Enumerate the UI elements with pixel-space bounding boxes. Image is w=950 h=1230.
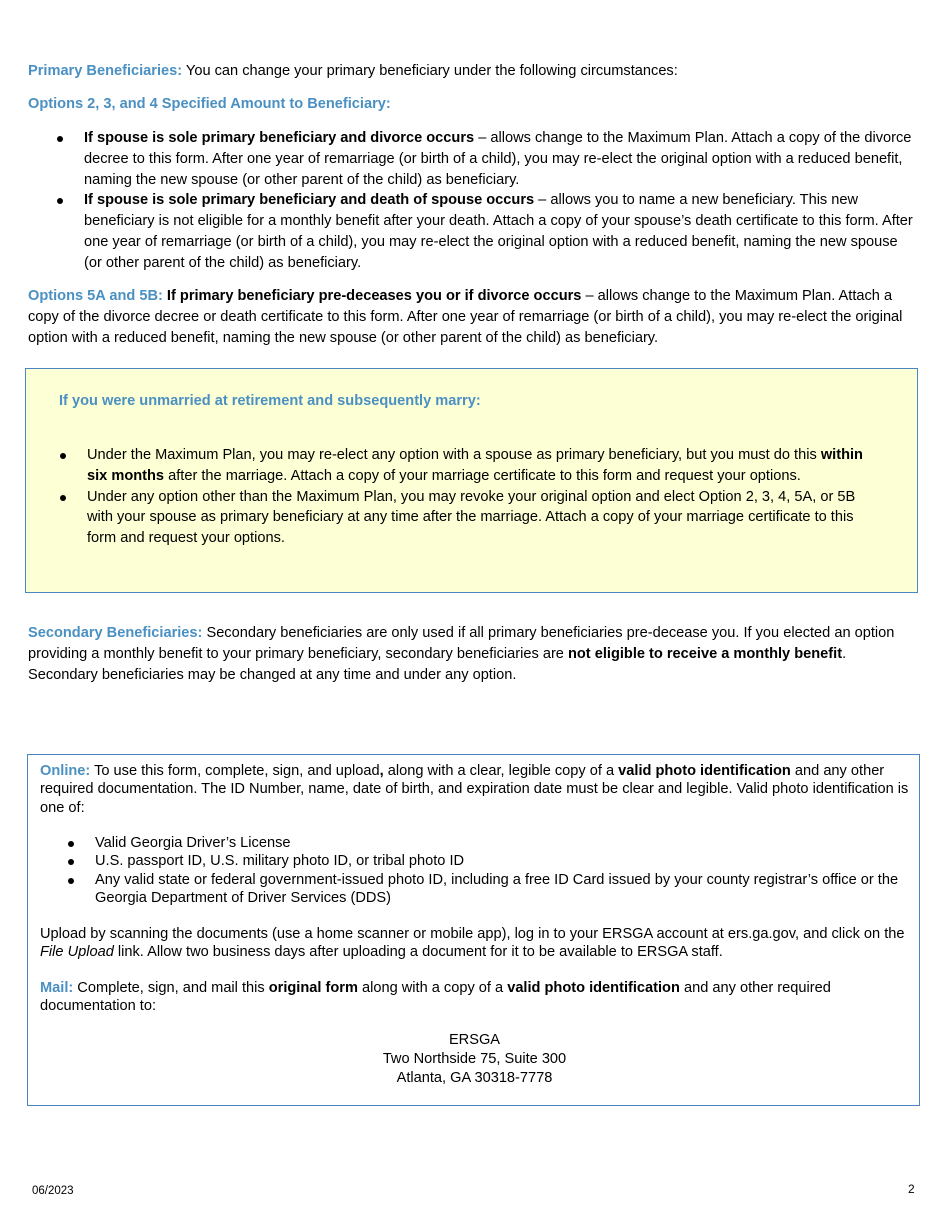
submission-instructions-box <box>27 754 920 1106</box>
list-item: Valid Georgia Driver’s License <box>95 834 910 852</box>
address-line: Two Northside 75, Suite 300 <box>382 1051 567 1067</box>
online-label: Online: <box>40 763 91 779</box>
list-item: If spouse is sole primary beneficiary and death of spouse occurs – allows you to name a new beneficiary. This new beneficiary is not eligible for a monthly benefit after your death. Attach a copy of your spouse’s death certificate to this form. After one year of remarriage (or birth of a child), you may re-elect the original option with a reduced benefit, naming the new spouse (or other parent of the child) as beneficiary. <box>84 190 918 273</box>
footer-date: 06/2023 <box>32 1185 74 1197</box>
list-item: Under the Maximum Plan, you may re-elect any option with a spouse as primary beneficiary, but you must do this within six months after the marriage. Attach a copy of your marriage certificate to this form and request your options. <box>87 445 877 487</box>
subsequent-marriage-box <box>25 368 918 593</box>
secondary-beneficiaries-paragraph: Secondary Beneficiaries: Secondary beneficiaries are only used if all primary beneficiaries pre-decease you. If you elected an option providing a monthly benefit to your primary beneficiary, secondary beneficiaries are not eligible to receive a monthly benefit. Secondary beneficiaries may be changed at any time and under any option. <box>28 625 895 683</box>
page-number: 2 <box>908 1182 915 1196</box>
options-234-heading: Options 2, 3, and 4 Specified Amount to Beneficiary: <box>28 96 391 112</box>
list-item: If spouse is sole primary beneficiary and divorce occurs – allows change to the Maximum Plan. Attach a copy of the divorce decree to this form. After one year of remarriage (or birth of a child), you may re-elect the original option with a reduced benefit, naming the new spouse (or other parent of the child) as beneficiary. <box>84 128 918 190</box>
mailing-address <box>28 1031 921 1088</box>
mail-paragraph: Mail: Complete, sign, and mail this original form along with a copy of a valid photo identification and any other required documentation to: <box>40 980 831 1015</box>
mail-label: Mail: <box>40 980 74 996</box>
address-line: ERSGA <box>448 1032 501 1048</box>
marriage-heading: If you were unmarried at retirement and subsequently marry: <box>59 393 481 409</box>
valid-id-list <box>95 834 910 908</box>
primary-beneficiaries-paragraph: Primary Beneficiaries: You can change your primary beneficiary under the following circumstances: <box>28 63 678 79</box>
list-item: Any valid state or federal government-issued photo ID, including a free ID Card issued by your county registrar’s office or the Georgia Department of Driver Services (DDS) <box>95 871 910 908</box>
list-item: U.S. passport ID, U.S. military photo ID, or tribal photo ID <box>95 852 910 870</box>
online-paragraph: Online: To use this form, complete, sign, and upload, along with a clear, legible copy of a valid photo identification and any other required documentation. The ID Number, name, date of birth, and expiration date must be clear and legible. Valid photo identification is one of: <box>40 763 909 816</box>
options-5-label: Options 5A and 5B: <box>28 288 163 304</box>
options-5-paragraph: Options 5A and 5B: If primary beneficiary pre-deceases you or if divorce occurs – allows change to the Maximum Plan. Attach a copy of the divorce decree or death certificate to this form. After one year of remarriage (or birth of a child), you may re-elect the original option with a reduced benefit, naming the new spouse (or other parent of the child) as beneficiary. <box>28 288 903 346</box>
address-line: Atlanta, GA 30318-7778 <box>396 1070 553 1086</box>
secondary-beneficiaries-label: Secondary Beneficiaries: <box>28 625 203 641</box>
marriage-list <box>87 445 877 549</box>
primary-beneficiaries-label: Primary Beneficiaries: <box>28 63 183 79</box>
upload-paragraph: Upload by scanning the documents (use a home scanner or mobile app), log in to your ERSGA account at ers.ga.gov, and click on the File Upload link. Allow two business days after uploading a document for it to be available to ERSGA staff. <box>40 926 905 961</box>
list-item: Under any option other than the Maximum Plan, you may revoke your original option and elect Option 2, 3, 4, 5A, or 5B with your spouse as primary beneficiary at any time after the marriage. Attach a copy of your marriage certificate to this form and request your options. <box>87 487 877 549</box>
options-234-list <box>84 128 918 274</box>
